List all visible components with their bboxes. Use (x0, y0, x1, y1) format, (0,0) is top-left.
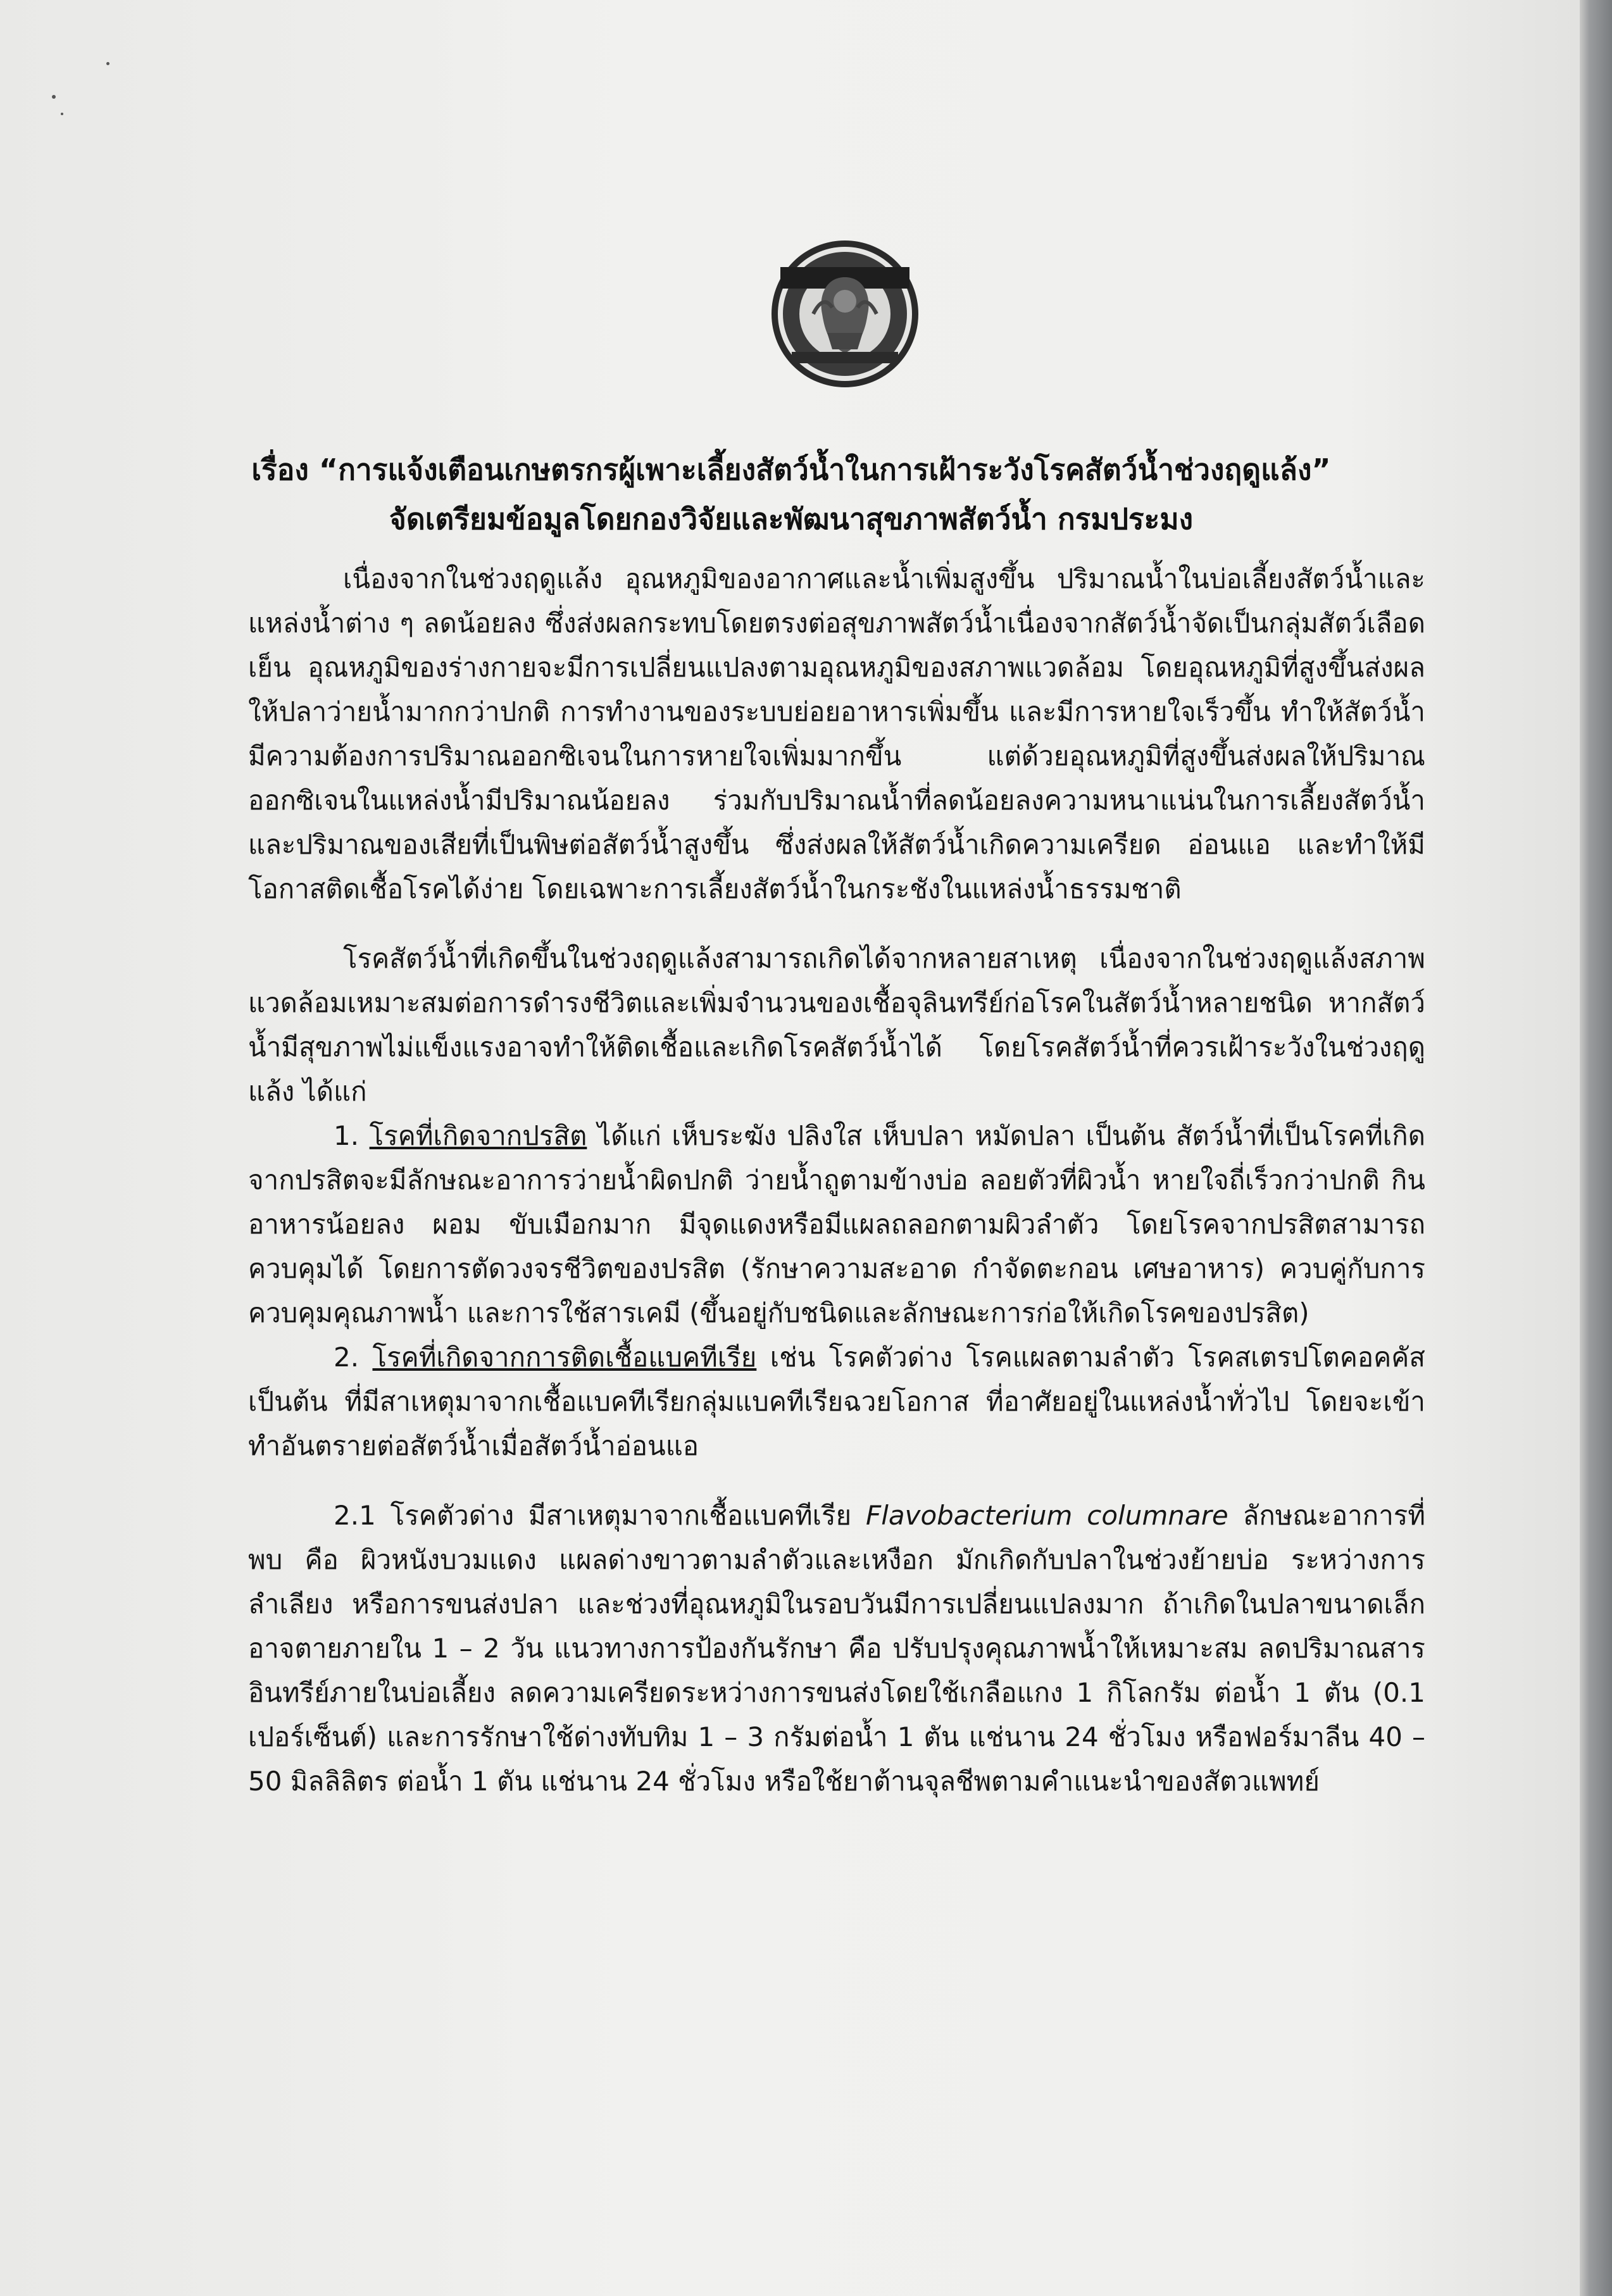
list-text-bacteria: เช่น โรคตัวด่าง โรคแผลตามลำตัว โรคสเตรปโตคอคคัส เป็นต้น ที่มีสาเหตุมาจากเชื้อแบคทีเรียกลุ่มแบคทีเรียฉวยโอกาส ที่อาศัยอยู่ในแหล่งน้ำทั่วไป โดยจะเข้าทำอันตรายต่อสัตว์น้ำเมื่อสัตว์น้ำอ่อนแอ (248, 1342, 1425, 1461)
paragraph-introduction: เนื่องจากในช่วงฤดูแล้ง อุณหภูมิของอากาศและน้ำเพิ่มสูงขึ้น ปริมาณน้ำในบ่อเลี้ยงสัตว์น้ำและแหล่งน้ำต่าง ๆ ลดน้อยลง ซึ่งส่งผลกระทบโดยตรงต่อสุขภาพสัตว์น้ำเนื่องจากสัตว์น้ำจัดเป็นกลุ่มสัตว์เลือดเย็น อุณหภูมิของร่างกายจะมีการเปลี่ยนแปลงตามอุณหภูมิของสภาพแวดล้อม โดยอุณหภูมิที่สูงขึ้นส่งผลให้ปลาว่ายน้ำมากกว่าปกติ การทำงานของระบบย่อยอาหารเพิ่มขึ้น และมีการหายใจเร็วขึ้น ทำให้สัตว์น้ำมีความต้องการปริมาณออกซิเจนในการหายใจเพิ่มมากขึ้น แต่ด้วยอุณหภูมิที่สูงขึ้นส่งผลให้ปริมาณออกซิเจนในแหล่งน้ำมีปริมาณน้อยลง ร่วมกับปริมาณน้ำที่ลดน้อยลงความหนาแน่นในการเลี้ยงสัตว์น้ำและปริมาณของเสียที่เป็นพิษต่อสัตว์น้ำสูงขึ้น ซึ่งส่งผลให้สัตว์น้ำเกิดความเครียด อ่อนแอ และทำให้มีโอกาสติดเชื้อโรคได้ง่าย โดยเฉพาะการเลี้ยงสัตว์น้ำในกระชังในแหล่งน้ำธรรมชาติ (248, 563, 1425, 904)
paper-speck (106, 62, 109, 65)
list-item-columnaris (248, 1494, 1425, 1804)
list-item-bacteria (248, 1335, 1425, 1468)
list-text-parasites: ได้แก่ เห็บระฆัง ปลิงใส เห็บปลา หมัดปลา เป็นต้น สัตว์น้ำที่เป็นโรคที่เกิดจากปรสิตจะมีลักษณะอาการว่ายน้ำผิดปกติ ว่ายน้ำถูตามข้างบ่อ ลอยตัวที่ผิวน้ำ หายใจถี่เร็วกว่าปกติ กินอาหารน้อยลง ผอม ขับเมือกมาก มีจุดแดงหรือมีแผลถลอกตามผิวลำตัว โดยโรคจากปรสิตสามารถควบคุมได้ โดยการตัดวงจรชีวิตของปรสิต (รักษาความสะอาด กำจัดตะกอน เศษอาหาร) ควบคู่กับการควบคุมคุณภาพน้ำ และการใช้สารเคมี (ขึ้นอยู่กับชนิดและลักษณะการก่อให้เกิดโรคของปรสิต) (248, 1120, 1425, 1328)
list-heading-bacteria: โรคที่เกิดจากการติดเชื้อแบคทีเรีย (372, 1342, 757, 1373)
department-seal-icon (769, 238, 921, 390)
paper-speck (52, 95, 56, 99)
document-body (248, 557, 1425, 1804)
list-heading-parasites: โรคที่เกิดจากปรสิต (369, 1120, 587, 1151)
document-title: เรื่อง “การแจ้งเตือนเกษตรกรผู้เพาะเลี้ยงสัตว์น้ำในการเฝ้าระวังโรคสัตว์น้ำช่วงฤดูแล้ง” (251, 452, 1331, 487)
paper-edge-shadow (1580, 0, 1612, 2296)
document-subtitle: จัดเตรียมข้อมูลโดยกองวิจัยและพัฒนาสุขภาพสัตว์น้ำ กรมประมง (389, 502, 1194, 536)
paper-speck (61, 113, 63, 115)
columnaris-lead: 2.1 โรคตัวด่าง มีสาเหตุมาจากเชื้อแบคทีเรีย (334, 1500, 852, 1531)
list-number: 2. (334, 1342, 359, 1373)
list-item-parasites (248, 1114, 1425, 1335)
paragraph-disease-causes: โรคสัตว์น้ำที่เกิดขึ้นในช่วงฤดูแล้งสามารถเกิดได้จากหลายสาเหตุ เนื่องจากในช่วงฤดูแล้งสภาพแวดล้อมเหมาะสมต่อการดำรงชีวิตและเพิ่มจำนวนของเชื้อจุลินทรีย์ก่อโรคในสัตว์น้ำหลายชนิด หากสัตว์น้ำมีสุขภาพไม่แข็งแรงอาจทำให้ติดเชื้อและเกิดโรคสัตว์น้ำได้ โดยโรคสัตว์น้ำที่ควรเฝ้าระวังในช่วงฤดูแล้ง ได้แก่ (248, 943, 1425, 1107)
columnaris-text: ลักษณะอาการที่พบ คือ ผิวหนังบวมแดง แผลด่างขาวตามลำตัวและเหงือก มักเกิดกับปลาในช่วงย้ายบ่อ ระหว่างการลำเลียง หรือการขนส่งปลา และช่วงที่อุณหภูมิในรอบวันมีการเปลี่ยนแปลงมาก ถ้าเกิดในปลาขนาดเล็กอาจตายภายใน 1 – 2 วัน แนวทางการป้องกันรักษา คือ ปรับปรุงคุณภาพน้ำให้เหมาะสม ลดปริมาณสารอินทรีย์ภายในบ่อเลี้ยง ลดความเครียดระหว่างการขนส่งโดยใช้เกลือแกง 1 กิโลกรัม ต่อน้ำ 1 ตัน (0.1 เปอร์เซ็นต์) และการรักษาใช้ด่างทับทิม 1 – 3 กรัมต่อน้ำ 1 ตัน แช่นาน 24 ชั่วโมง หรือฟอร์มาลีน 40 – 50 มิลลิลิตร ต่อน้ำ 1 ตัน แช่นาน 24 ชั่วโมง หรือใช้ยาต้านจุลชีพตามคำแนะนำของสัตวแพทย์ (248, 1500, 1426, 1797)
species-name: Flavobacterium columnare (866, 1500, 1228, 1531)
list-number: 1. (334, 1120, 359, 1151)
